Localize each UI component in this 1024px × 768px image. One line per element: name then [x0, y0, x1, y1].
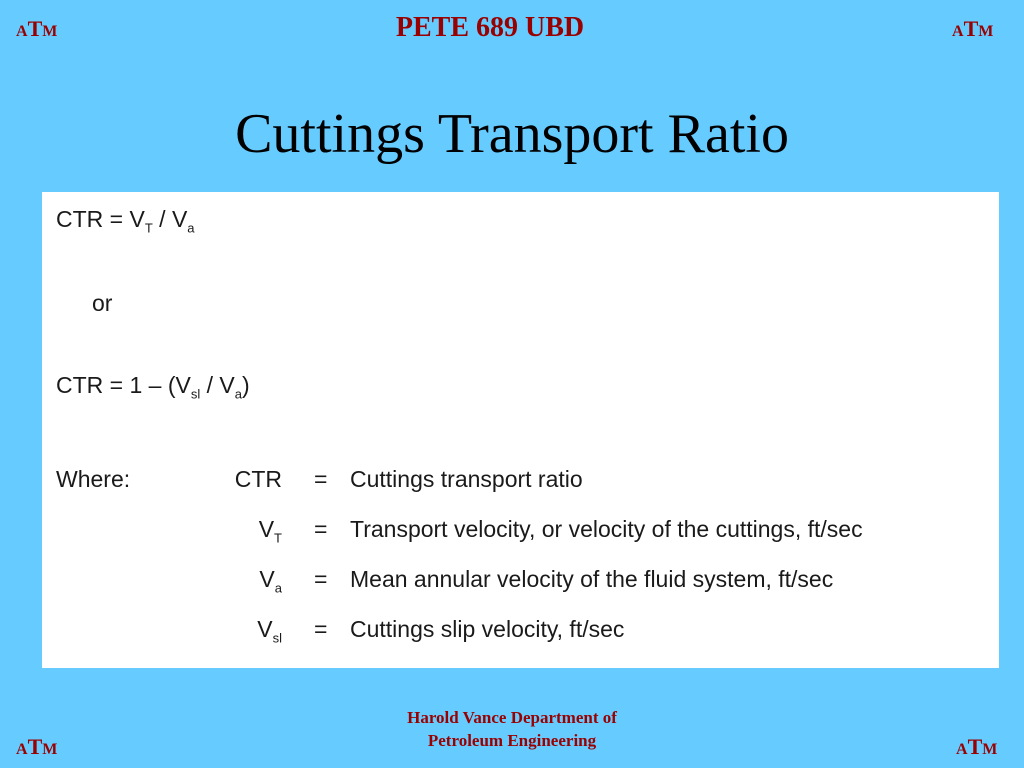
slide-title: Cuttings Transport Ratio: [235, 103, 789, 165]
definition-equals: =: [314, 466, 328, 492]
atm-logo-top-left: ATM: [16, 16, 58, 41]
atm-logo-top-right: ATM: [952, 16, 994, 41]
definition-symbol: $V_{sl}$: [257, 616, 282, 646]
definition-text: Cuttings transport ratio: [350, 466, 583, 492]
formula-panel: [42, 192, 999, 668]
definition-text: Mean annular velocity of the fluid system, ft/sec: [350, 566, 834, 592]
definition-symbol: $V_a$: [259, 566, 282, 596]
definition-symbol: CTR: [234, 466, 282, 492]
or-label: or: [92, 290, 113, 316]
definition-symbol: $V_T$: [258, 516, 282, 546]
definition-equals: =: [314, 516, 328, 542]
footer-department: Harold Vance Department of Petroleum Engineering: [407, 708, 617, 750]
definition-equals: =: [314, 616, 328, 642]
ctr-equation-1: CTR = $V_T / V_a$: [56, 206, 195, 236]
definition-text: Cuttings slip velocity, ft/sec: [350, 616, 625, 642]
definition-equals: =: [314, 566, 328, 592]
definition-text: Transport velocity, or velocity of the cuttings, ft/sec: [350, 516, 863, 542]
course-title: PETE 689 UBD: [395, 12, 585, 43]
atm-logo-bottom-left: ATM: [16, 734, 58, 759]
ctr-equation-2: CTR = $1 - (V_{sl} / V_a)$: [56, 372, 250, 402]
where-label: Where:: [56, 466, 131, 492]
atm-logo-bottom-right: ATM: [956, 734, 998, 759]
